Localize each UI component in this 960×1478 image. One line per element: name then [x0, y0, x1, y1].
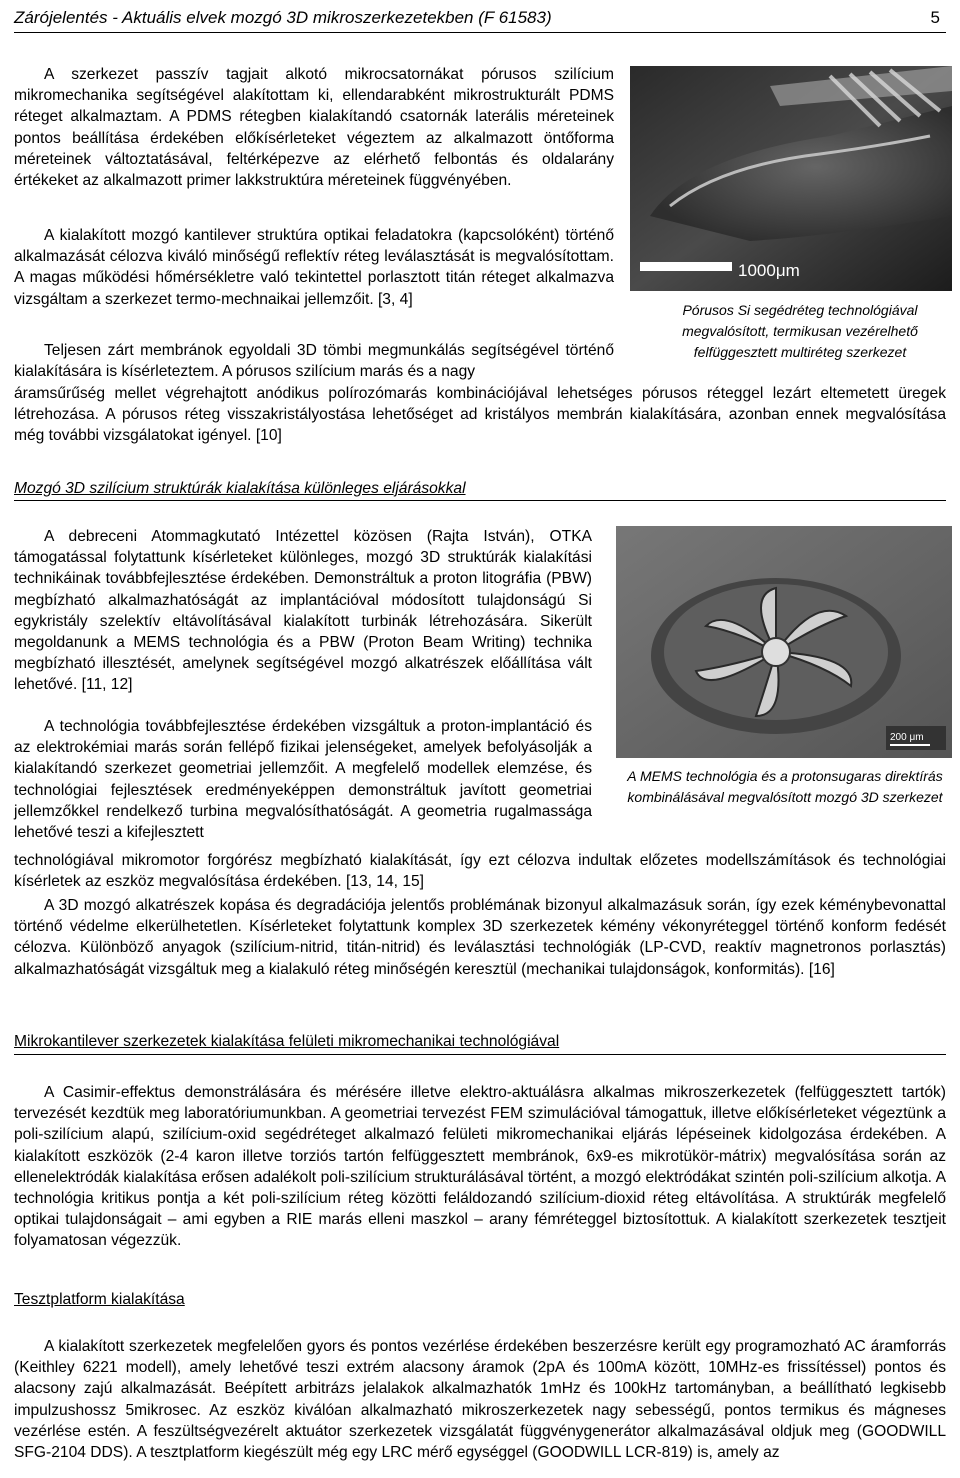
scale-bar [640, 262, 732, 271]
section-heading-microcantilever: Mikrokantilever szerkezetek kialakítása felületi mikromechanikai technológiával [14, 1033, 560, 1050]
paragraph-proton-implant-cont: technológiával mikromotor forgórész megbízható kialakítását, így ezt célozva indultak előzetes modellszámítások és technológiai kísérletek az eszköz megvalósítása érdekében. [13, 14, 15] [14, 852, 946, 891]
paragraph-coating: A 3D mozgó alkatrészek kopása és degradációja jelentős problémának bizonyul alkalmazásuk során, így ezek kéménybevonattal történő védelme elkerülhetetlen. Kísérleteket folytattunk komplex 3D szerkezetek kémény vékonyréteggel történő konform fedését célozva. Különböző anyagok (szilícium-nitrid, titán-nitrid) és leválasztási technológiák (LP-CVD, reaktív magnetronos porlasztás) alkalmazhatóságát vizsgáltuk meg a kialakuló réteg minőségén keresztül (mechanikai tulajdonságok, konformitás). [16] [14, 897, 946, 978]
paragraph-membranes-cont: áramsűrűség mellet végrehajtott anódikus polírozómarás kombinációjával lehetséges pórusos réteggel lezárt eltemetett üregek létrehozása. A pórusos réteg visszakristályostása lehetőséget ad kristályos membrán kialakítására, azonban ennek megvalósítása még további vizsgálatokat igényel. [10] [14, 385, 946, 445]
paragraph-membranes: Teljesen zárt membránok egyoldali 3D tömbi megmunkálás segítségével történő kialakítására is kísérleteztem. A pórusos szilícium marás és a nagy [14, 342, 614, 381]
sem-image-turbine [616, 526, 952, 758]
figure2-caption: A MEMS technológia és a protonsugaras direktírás kombinálásával megvalósított mozgó 3D szerkezet [627, 768, 943, 805]
document-title: Zárójelentés - Aktuális elvek mozgó 3D mikroszerkezetekben (F 61583) [14, 8, 552, 27]
paragraph-cantilever: A kialakított mozgó kantilever struktúra optikai feladatokra (kapcsolóként) történő alkalmazását célozva kiváló minőségű reflektív réteg leválasztását is megvalósítottam. A magas működési hőmérsékletre való tekintettel porlasztott titán réteget alkalmazva vizsgáltam a szerkezet termo-mechnaikai jellemzőit. [3, 4] [14, 227, 614, 308]
page-number: 5 [930, 8, 940, 27]
paragraph-debrecen: A debreceni Atommagkutató Intézettel közösen (Rajta István), OTKA támogatással folytattunk kísérleteket különleges, mozgó 3D struktúrák kialakítási technikáinak továbbfejlesztése érdekében. Demonstráltuk a proton litográfia (PBW) megbízható alkalmazhatóságát az implantációval módosított tulajdonságú Si egykristály szelektív eltávolításával kialakított turbinák létrehozására. Sikerült megoldanunk a MEMS technológia és a PBW (Proton Beam Writing) technika megbízható illesztését, amelynek segítségével mozgó alkatrészek előállítása vált lehetővé. [11, 12] [14, 528, 592, 694]
section-heading-testplatform: Tesztplatform kialakítása [14, 1291, 185, 1308]
figure-sem-turbine [616, 526, 952, 758]
figure1-caption: Pórusos Si segédréteg technológiával megvalósított, termikusan vezérelhető felfüggesztett multiréteg szerkezet [682, 302, 918, 360]
paragraph-casimir: A Casimir-effektus demonstrálására és mérésére illetve elektro-aktuálásra alkalmas mikroszerkezetek (felfüggesztett tartók) tervezését kezdtük meg laboratóriumunkban. A geometriai tervezést FEM szimulációval támogattuk, illetve előkísérleteket végeztünk a poli-szilícium alapú, szilícium-oxid segédréteget alkalmazó felületi mikromechanikai eljárás lépéseinek kidolgozása érdekében. A kialakított eszközök (2-4 karon illetve torziós tartón felfüggesztett membránok, 6x9-es mikrotükör-mátrix) megvalósítása során az ellenelektródák kialakítása erősen adalékolt poli-szilícium strukturálásával történt, a mozgó elektródákat szintén poli-szilícium alkotja. A technológia kritikus pontja a két poli-szilícium réteg közötti feláldozandó szilícium-dioxid réteg eltávolítása. A struktúrák megfelelő optikai tulajdonságait – ami egyben a RIE marás elleni maszkol – arany fémréteggel biztosítottuk. A kialakított szerkezetek tesztjeit folyamatosan végezzük. [14, 1084, 946, 1250]
sem-image-multilayer [630, 66, 952, 291]
paragraph-testplatform: A kialakított szerkezetek megfelelően gyors és pontos vezérlése érdekében beszerzésre került egy programozható AC áramforrás (Keithley 6221 modell), amely lehetővé teszi extrém alacsony áramok (2pA és 100mA között, 10MHz-es frissítéssel) pontos és alacsony zajú alkalmazását. Beépített arbitrázs jelalakok alkalmazhatók 1mHz és 100kHz tartományban, a beállítható legkisebb impulzushossz 5mikrosec. Az eszköz kiválóan alkalmazható mikroszerkezetek nagy sebességű, pontos termikus és mágneses vezérlése estén. A feszültségvezérelt aktuátor szerkezetek vizsgálatát függvénygenerátor alkalmazásával oldjuk meg (GOODWILL SFG-2104 DDS). A tesztplatform kiegészült még egy LRC mérő egységgel (GOODWILL LCR-819) is, amely az [14, 1338, 946, 1462]
paragraph-proton-implant: A technológia továbbfejlesztése érdekében vizsgáltuk a proton-implantáció és az elektrokémiai marás során fellépő fizikai jelenségeket, amelyek befolyásolják a kialakítandó szerkezet geometriai jellemzőit. A megfelelő modellek elemzése, és technológiai fejlesztések eredményeképpen demonstráltuk javított geometriai jellemzőkkel rendelkező turbina megvalósíthatóságát. A geometria rugalmassága lehetővé teszi a kifejlesztett [14, 718, 592, 842]
section-heading-3d-silicon: Mozgó 3D szilícium struktúrák kialakítása különleges eljárásokkal [14, 480, 466, 497]
scale-label: 1000μm [738, 261, 800, 280]
figure-sem-multilayer [630, 66, 952, 291]
section-divider [14, 1054, 946, 1055]
paragraph-microchannels: A szerkezet passzív tagjait alkotó mikrocsatornákat pórusos szilícium mikromechanika segítségével alakítottam ki, ellendarabként mikrostrukturált PDMS réteget alkalmaztam. A PDMS rétegben kialakítandó csatornák laterális méreteinek pontos beállítása érdekében előkísérleteket végeztem az alkalmazott öntőforma méreteinek változtatásával, feltérképezve az elérhető felbontás és oldalarány értékeket az alkalmazott primer lakkstruktúra méreteinek függvényében. [14, 66, 614, 190]
section-divider [14, 500, 946, 501]
scale-label-200: 200 μm [890, 732, 924, 743]
page-header [14, 6, 946, 33]
